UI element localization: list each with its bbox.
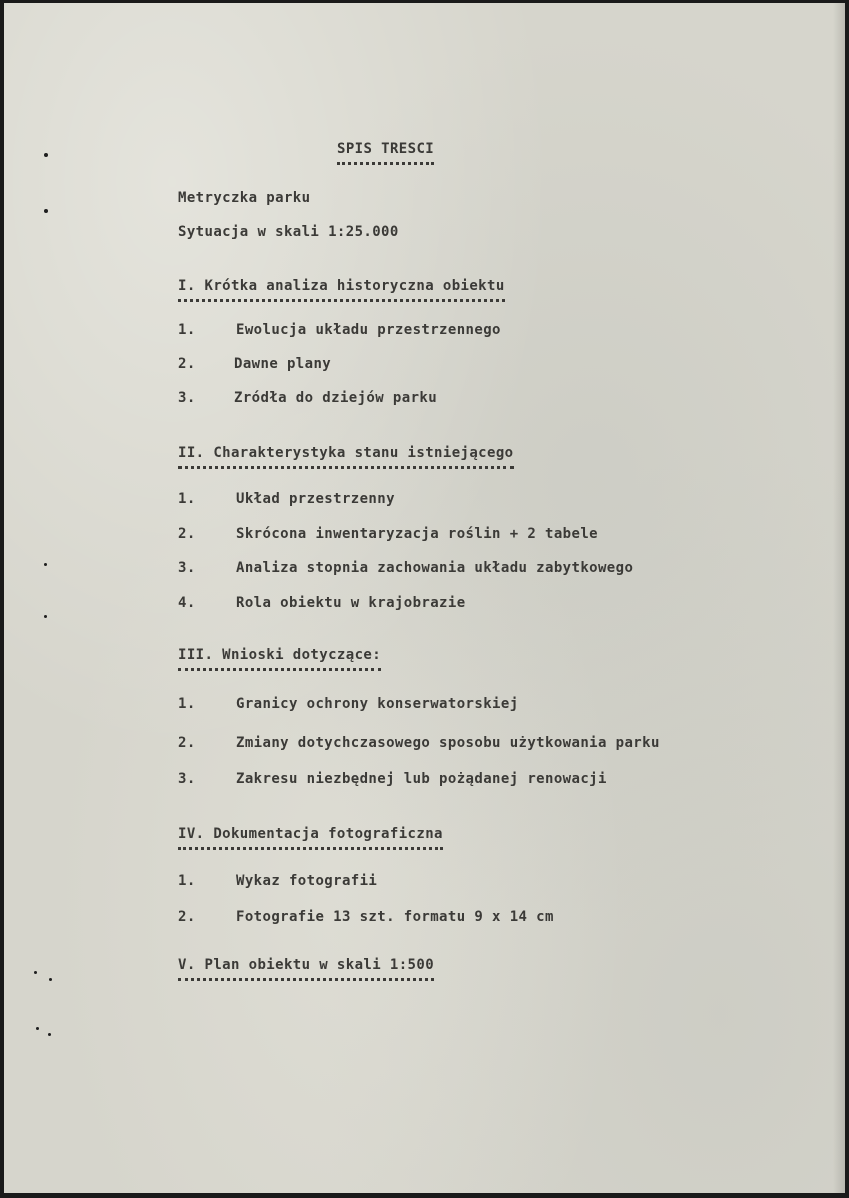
- list-item-number: 2.: [178, 356, 196, 372]
- page-edge-shadow: [833, 3, 845, 1193]
- punch-mark: [44, 615, 47, 618]
- list-item: Fotografie 13 szt. formatu 9 x 14 cm: [236, 909, 554, 925]
- section-heading-5: V. Plan obiektu w skali 1:500: [178, 956, 434, 981]
- list-item: Ewolucja układu przestrzennego: [236, 322, 501, 338]
- punch-mark: [34, 971, 37, 974]
- list-item: Zmiany dotychczasowego sposobu użytkowania parku: [236, 735, 660, 751]
- punch-mark: [44, 563, 47, 566]
- punch-mark: [44, 209, 48, 213]
- list-item: Wykaz fotografii: [236, 873, 378, 889]
- list-item-number: 2.: [178, 909, 196, 925]
- punch-mark: [48, 1033, 51, 1036]
- list-item-number: 1.: [178, 696, 196, 712]
- list-item-number: 2.: [178, 735, 196, 751]
- section-heading-4: IV. Dokumentacja fotograficzna: [178, 825, 443, 850]
- list-item: Rola obiektu w krajobrazie: [236, 595, 466, 611]
- list-item: Układ przestrzenny: [236, 491, 395, 507]
- list-item-number: 4.: [178, 595, 196, 611]
- list-item-number: 1.: [178, 873, 196, 889]
- list-item-number: 3.: [178, 560, 196, 576]
- section-heading-3: III. Wnioski dotyczące:: [178, 646, 381, 671]
- intro-line-metryczka: Metryczka parku: [178, 190, 311, 206]
- scanned-page: [4, 3, 845, 1193]
- intro-line-sytuacja: Sytuacja w skali 1:25.000: [178, 224, 399, 240]
- list-item: Granicy ochrony konserwatorskiej: [236, 696, 519, 712]
- punch-mark: [44, 153, 48, 157]
- list-item-number: 2.: [178, 526, 196, 542]
- page-title: SPIS TRESCI: [337, 140, 434, 165]
- list-item-number: 1.: [178, 491, 196, 507]
- punch-mark: [49, 978, 52, 981]
- list-item: Zakresu niezbędnej lub pożądanej renowacji: [236, 771, 607, 787]
- list-item: Dawne plany: [234, 356, 332, 372]
- list-item: Skrócona inwentaryzacja roślin + 2 tabele: [236, 526, 598, 542]
- section-heading-2: II. Charakterystyka stanu istniejącego: [178, 444, 514, 469]
- list-item: Zródła do dziejów parku: [234, 390, 438, 406]
- list-item-number: 1.: [178, 322, 196, 338]
- section-heading-1: I. Krótka analiza historyczna obiektu: [178, 277, 505, 302]
- list-item-number: 3.: [178, 771, 196, 787]
- punch-mark: [36, 1027, 39, 1030]
- list-item-number: 3.: [178, 390, 196, 406]
- list-item: Analiza stopnia zachowania układu zabytkowego: [236, 560, 634, 576]
